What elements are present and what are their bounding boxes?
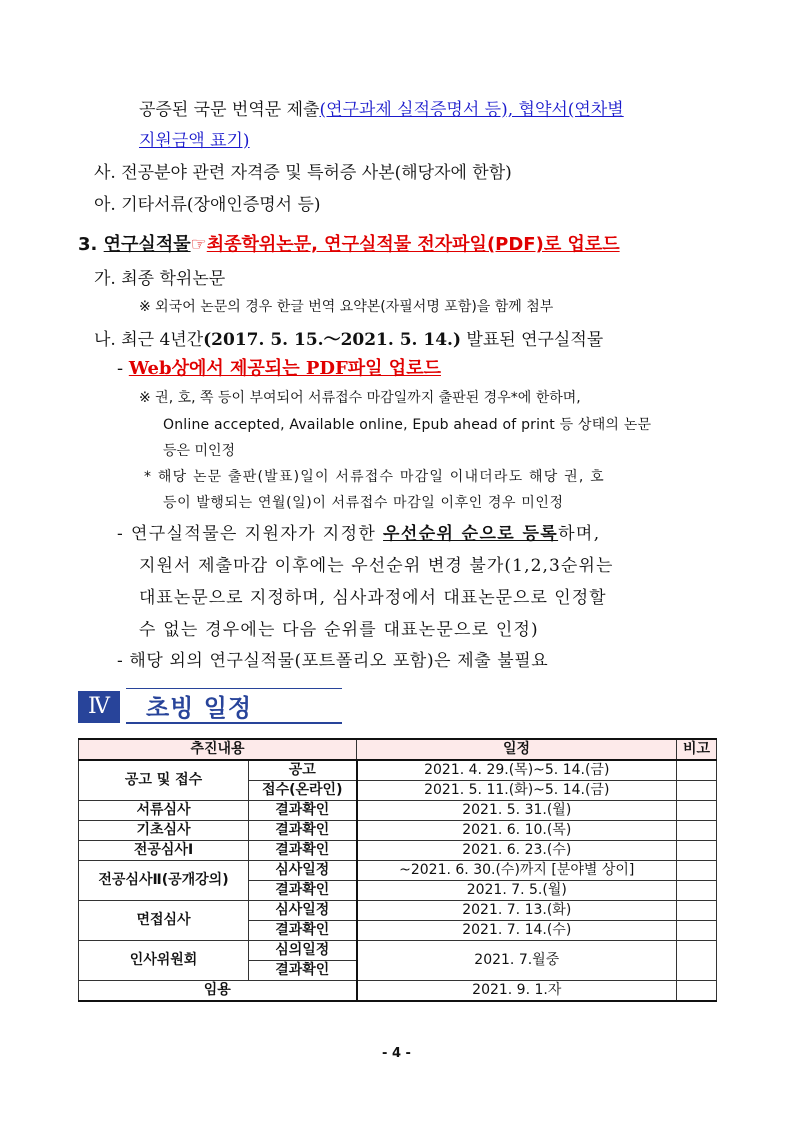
table-row — [79, 901, 717, 921]
row-date: 2021. 7.월중 — [357, 941, 677, 981]
section-3-note: 최종학위논문, 연구실적물 전자파일(PDF)로 업로드 — [206, 234, 620, 255]
row-sub-label: 결과확인 — [249, 841, 357, 861]
row-sub-label: 결과확인 — [249, 961, 357, 981]
para-1-post: 하며, — [558, 524, 601, 544]
web-upload-text: Web상에서 제공되는 PDF파일 업로드 — [128, 358, 441, 379]
row-sub-label: 결과확인 — [249, 921, 357, 941]
para-line-2: 지원서 제출마감 이후에는 우선순위 변경 불가(1,2,3순위는 — [139, 556, 614, 576]
row-group-label: 기초심사 — [79, 821, 249, 841]
line-1 — [139, 95, 624, 120]
row-group-label: 면접심사 — [79, 901, 249, 941]
section-3-number: 3. — [78, 234, 98, 255]
table-row — [79, 821, 717, 841]
row-sub-label: 심사일정 — [249, 901, 357, 921]
row-date: 2021. 4. 29.(목)~5. 14.(금) — [357, 760, 677, 781]
para-1-pre: - 연구실적물은 지원자가 지정한 — [117, 524, 384, 544]
row-group-label: 인사위원회 — [79, 941, 249, 981]
item-na-suffix: 발표된 연구실적물 — [461, 330, 604, 350]
header-task: 추진내용 — [79, 739, 357, 760]
para-1-emphasis: 우선순위 순으로 등록 — [383, 524, 559, 544]
item-ga: 가. 최종 학위논문 — [94, 269, 226, 289]
header-remarks: 비고 — [677, 739, 717, 760]
line-1-link[interactable]: (연구과제 실적증명서 등), 협약서(연차별 — [319, 100, 624, 120]
row-sub-label: 심사일정 — [249, 861, 357, 881]
row-sub-label: 결과확인 — [249, 821, 357, 841]
row-date: 2021. 7. 13.(화) — [357, 901, 677, 921]
row-date: 2021. 7. 14.(수) — [357, 921, 677, 941]
header-schedule: 일정 — [357, 739, 677, 760]
row-remark — [677, 760, 717, 781]
row-group-label: 전공심사Ⅱ(공개강의) — [79, 861, 249, 901]
row-date: 2021. 6. 23.(수) — [357, 841, 677, 861]
row-group-label: 임용 — [79, 981, 357, 1002]
para-line-4: 수 없는 경우에는 다음 순위를 대표논문으로 인정) — [139, 620, 539, 640]
row-remark — [677, 941, 717, 981]
page-number: - 4 - — [382, 1046, 411, 1061]
row-date: 2021. 6. 10.(목) — [357, 821, 677, 841]
row-date: 2021. 7. 5.(월) — [357, 881, 677, 901]
table-row — [79, 861, 717, 881]
note-1-text-3: 등은 미인정 — [163, 443, 236, 459]
para-line-3: 대표논문으로 지정하며, 심사과정에서 대표논문으로 인정할 — [139, 588, 607, 608]
note-2-text-2: 등이 발행되는 연월(일)이 서류접수 마감일 이후인 경우 미인정 — [163, 495, 564, 511]
section-3-heading — [78, 230, 620, 256]
web-dash: - — [117, 358, 129, 379]
hand-pointer-icon: ☞ — [190, 234, 207, 255]
table-row — [79, 941, 717, 961]
row-sub-label: 심의일정 — [249, 941, 357, 961]
row-remark — [677, 781, 717, 801]
row-remark — [677, 801, 717, 821]
row-remark — [677, 981, 717, 1002]
section-4-roman: Ⅳ — [78, 691, 120, 723]
item-ga-note: ※ 외국어 논문의 경우 한글 번역 요약본(자필서명 포함)을 함께 첨부 — [139, 299, 554, 315]
note-1-text-1: ※ 권, 호, 쪽 등이 부여되어 서류접수 마감일까지 출판된 경우*에 한하며, — [139, 390, 581, 406]
table-row — [79, 981, 717, 1002]
table-header-row — [79, 739, 717, 760]
row-sub-label: 접수(온라인) — [249, 781, 357, 801]
table-row — [79, 760, 717, 781]
row-date: 2021. 5. 11.(화)~5. 14.(금) — [357, 781, 677, 801]
row-date: 2021. 5. 31.(월) — [357, 801, 677, 821]
table-row — [79, 841, 717, 861]
schedule-table — [78, 738, 717, 1002]
item-na-prefix: 나. 최근 4년간 — [94, 330, 204, 350]
row-remark — [677, 921, 717, 941]
table-row — [79, 801, 717, 821]
row-sub-label: 공고 — [249, 760, 357, 781]
note-1-line-1 — [139, 387, 717, 407]
row-remark — [677, 821, 717, 841]
section-4-rule — [126, 722, 342, 724]
row-remark — [677, 901, 717, 921]
row-sub-label: 결과확인 — [249, 801, 357, 821]
line-2 — [139, 126, 250, 151]
item-sa: 사. 전공분야 관련 자격증 및 특허증 사본(해당자에 한함) — [94, 163, 512, 183]
row-remark — [677, 881, 717, 901]
note-2-text-1: * 해당 논문 출판(발표)일이 서류접수 마감일 이내더라도 해당 권, 호 — [144, 469, 605, 485]
row-remark — [677, 861, 717, 881]
line-2-link[interactable]: 지원금액 표기) — [139, 131, 250, 151]
section-4-title: 초빙 일정 — [146, 694, 253, 722]
item-na-period: (2017. 5. 15.～2021. 5. 14.) — [203, 330, 462, 350]
row-group-label: 전공심사Ⅰ — [79, 841, 249, 861]
row-group-label: 공고 및 접수 — [79, 760, 249, 801]
row-remark — [677, 841, 717, 861]
row-date: 2021. 9. 1.자 — [357, 981, 677, 1002]
row-sub-label: 결과확인 — [249, 881, 357, 901]
section-3-title: 연구실적물 — [103, 234, 191, 255]
web-upload-line — [117, 354, 441, 380]
row-group-label: 서류심사 — [79, 801, 249, 821]
row-date: ~2021. 6. 30.(수)까지 [분야별 상이] — [357, 861, 677, 881]
item-na — [94, 325, 603, 350]
para-line-1 — [117, 519, 601, 544]
item-a: 아. 기타서류(장애인증명서 등) — [94, 195, 321, 215]
para-line-5: - 해당 외의 연구실적물(포트폴리오 포함)은 제출 불필요 — [117, 651, 549, 671]
line-1-text: 공증된 국문 번역문 제출 — [139, 100, 320, 120]
note-1-text-2: Online accepted, Available online, Epub ahead of print 등 상태의 논문 — [163, 417, 652, 433]
